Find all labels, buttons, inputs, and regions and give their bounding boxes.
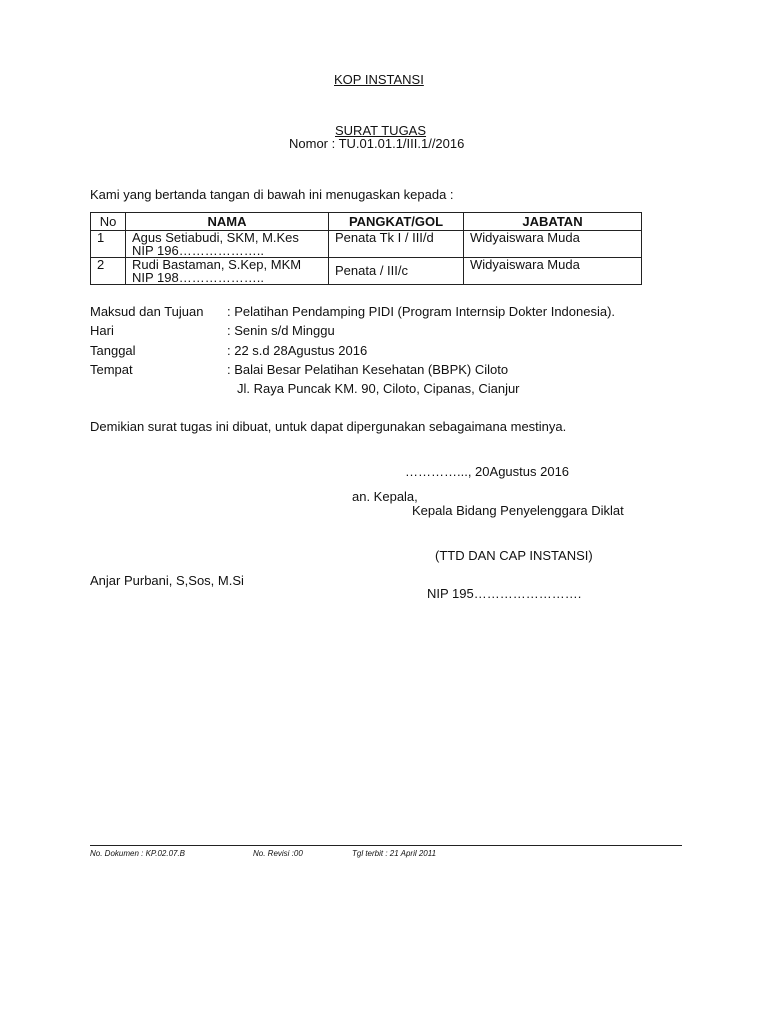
header-jabatan: JABATAN xyxy=(464,213,642,231)
footer-divider xyxy=(90,845,682,846)
detail-label-hari: Hari xyxy=(90,323,114,338)
row-pangkat-cell xyxy=(329,258,464,285)
signature-date: …………..., 20Agustus 2016 xyxy=(405,464,570,479)
footer-terbit: Tgl terbit : 21 April 2011 xyxy=(352,849,437,858)
row-no: 2 xyxy=(91,258,126,285)
document-title: SURAT TUGAS xyxy=(335,123,427,138)
row-name-cell xyxy=(126,258,329,285)
signature-position: Kepala Bidang Penyelenggara Diklat xyxy=(412,503,624,518)
header-no: No xyxy=(91,213,126,231)
table-header-row xyxy=(91,213,642,231)
header-pangkat: PANGKAT/GOL xyxy=(329,213,464,231)
row-name-cell xyxy=(126,231,329,258)
detail-value-tanggal: : 22 s.d 28Agustus 2016 xyxy=(227,343,368,358)
row-jabatan: Widyaiswara Muda xyxy=(464,258,642,285)
row-name: Agus Setiabudi, SKM, M.Kes xyxy=(132,230,299,245)
intro-text: Kami yang bertanda tangan di bawah ini menugaskan kepada : xyxy=(90,187,454,202)
footer-doc-no: No. Dokumen : KP.02.07.B xyxy=(90,849,186,858)
closing-statement: Demikian surat tugas ini dibuat, untuk dapat dipergunakan sebagaimana mestinya. xyxy=(90,419,567,434)
table-row xyxy=(91,258,642,285)
document-number: Nomor : TU.01.01.1/III.1//2016 xyxy=(289,136,465,151)
row-nip: NIP 198……………….. xyxy=(132,270,264,285)
row-no: 1 xyxy=(91,231,126,258)
row-nip: NIP 196……………….. xyxy=(132,243,264,258)
row-jabatan: Widyaiswara Muda xyxy=(464,231,642,258)
detail-label-maksud: Maksud dan Tujuan xyxy=(90,304,204,319)
detail-value-maksud: : Pelatihan Pendamping PIDI (Program Internsip Dokter Indonesia). xyxy=(227,304,616,319)
footer-revisi: No. Revisi :00 xyxy=(253,849,303,858)
signatory-nip: NIP 195……………………. xyxy=(427,586,582,601)
kop-instansi: KOP INSTANSI xyxy=(334,72,424,87)
detail-value-tempat: : Balai Besar Pelatihan Kesehatan (BBPK) Ciloto xyxy=(227,362,509,377)
detail-label-tempat: Tempat xyxy=(90,362,133,377)
signatory-name: Anjar Purbani, S,Sos, M.Si xyxy=(90,573,244,588)
staff-table xyxy=(90,212,642,285)
table-row xyxy=(91,231,642,258)
header-nama: NAMA xyxy=(126,213,329,231)
detail-value-hari: : Senin s/d Minggu xyxy=(227,323,335,338)
signature-stamp: (TTD DAN CAP INSTANSI) xyxy=(435,548,593,563)
address-line: Jl. Raya Puncak KM. 90, Ciloto, Cipanas, Cianjur xyxy=(237,381,520,396)
row-pangkat: Penata Tk I / III/d xyxy=(329,231,464,258)
detail-label-tanggal: Tanggal xyxy=(90,343,136,358)
signature-an: an. Kepala, xyxy=(352,489,418,504)
row-name: Rudi Bastaman, S.Kep, MKM xyxy=(132,257,302,272)
row-pangkat: Penata / III/c xyxy=(335,263,408,278)
